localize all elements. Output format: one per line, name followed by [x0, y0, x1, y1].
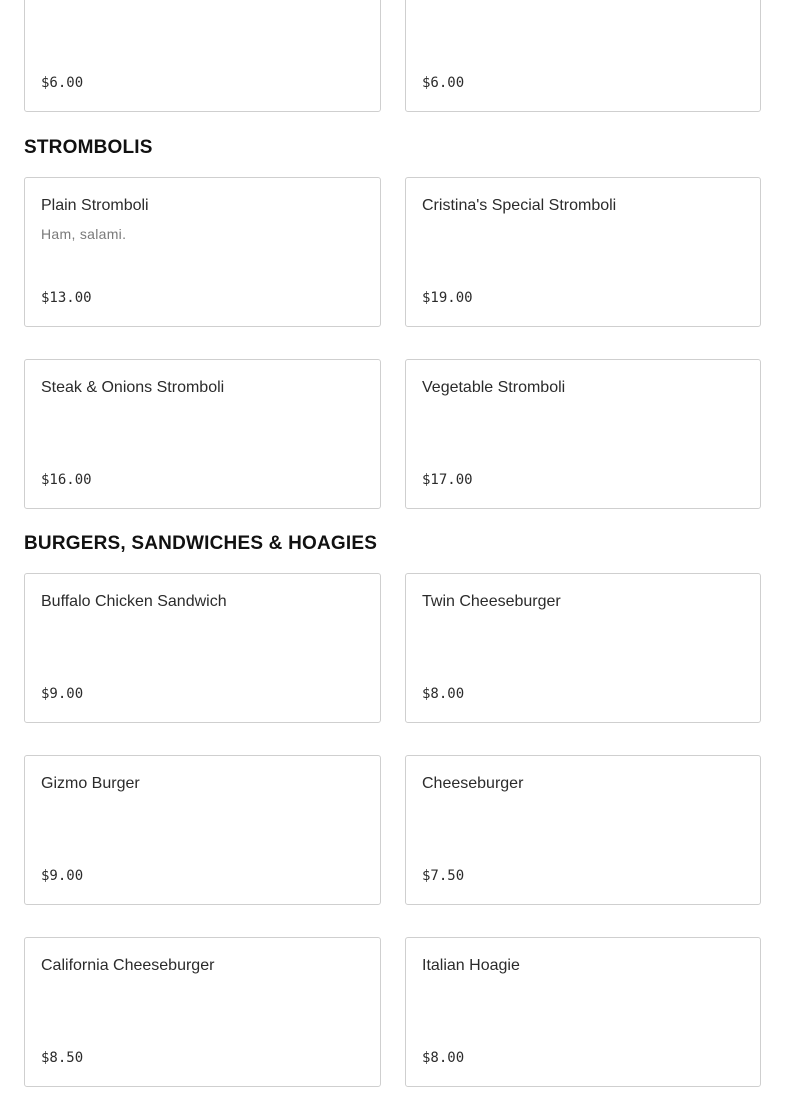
item-name: Italian Hoagie [422, 957, 520, 974]
menu-item-card[interactable] [24, 937, 381, 1087]
menu-item-card[interactable] [405, 573, 761, 723]
item-price: $9.00 [41, 868, 84, 884]
menu-item-card[interactable] [405, 937, 761, 1087]
item-name: Buffalo Chicken Sandwich [41, 593, 227, 610]
menu-item-card[interactable] [405, 0, 761, 112]
item-name: Vegetable Stromboli [422, 379, 566, 396]
item-name: Steak & Onions Stromboli [41, 379, 225, 396]
item-price: $8.00 [422, 686, 465, 702]
section-title-strombolis: STROMBOLIS [24, 137, 153, 158]
menu-item-card[interactable] [24, 573, 381, 723]
item-name: Cristina's Special Stromboli [422, 197, 617, 214]
menu-item-card[interactable] [24, 755, 381, 905]
menu-item-card[interactable] [405, 359, 761, 509]
item-price: $6.00 [422, 75, 465, 91]
item-price: $17.00 [422, 472, 473, 488]
menu-item-card[interactable] [24, 0, 381, 112]
item-name: California Cheeseburger [41, 957, 215, 974]
menu-item-card[interactable] [405, 177, 761, 327]
item-price: $8.50 [41, 1050, 84, 1066]
item-name: Cheeseburger [422, 775, 524, 792]
menu-item-card[interactable] [24, 177, 381, 327]
item-name: Plain Stromboli [41, 197, 149, 214]
item-price: $19.00 [422, 290, 473, 306]
item-name: Twin Cheeseburger [422, 593, 561, 610]
section-title-burgers: BURGERS, SANDWICHES & HOAGIES [24, 533, 378, 554]
item-price: $16.00 [41, 472, 92, 488]
item-name: Gizmo Burger [41, 775, 140, 792]
menu-item-card[interactable] [24, 359, 381, 509]
item-price: $9.00 [41, 686, 84, 702]
item-description: Ham, salami. [41, 226, 127, 242]
item-price: $13.00 [41, 290, 92, 306]
menu-item-card[interactable] [405, 755, 761, 905]
item-price: $6.00 [41, 75, 84, 91]
item-price: $8.00 [422, 1050, 465, 1066]
item-price: $7.50 [422, 868, 465, 884]
